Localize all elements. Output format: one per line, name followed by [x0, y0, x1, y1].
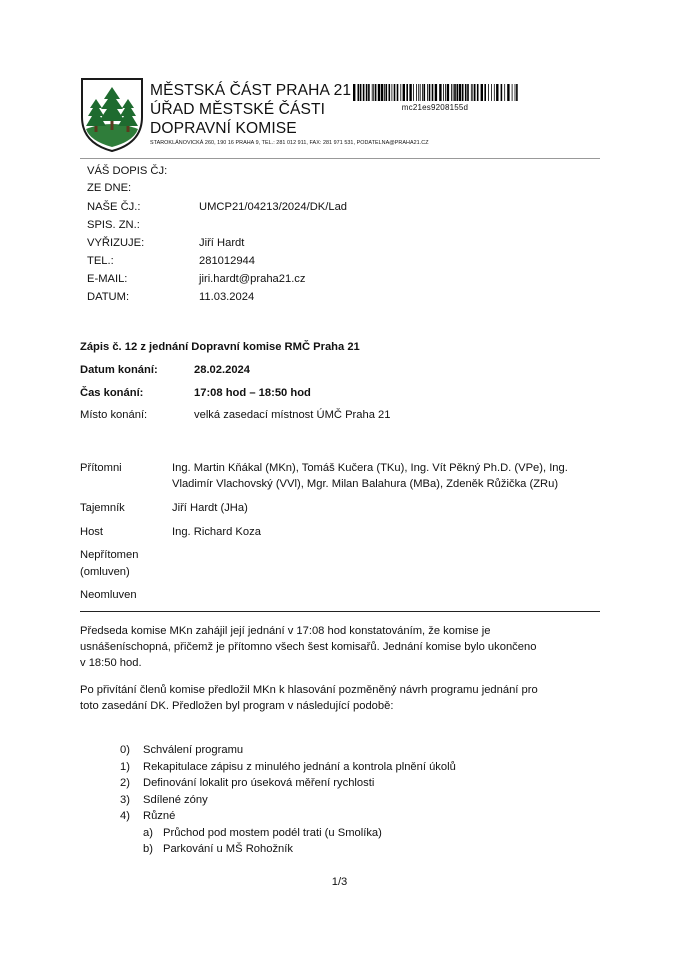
barcode-bar — [353, 84, 355, 101]
barcode-bar — [451, 84, 452, 101]
barcode-bar — [471, 84, 472, 101]
barcode-bar — [496, 84, 498, 101]
section-divider — [80, 611, 600, 612]
present-value-line-1: Ing. Martin Kňákal (MKn), Tomáš Kučera (TKu), Ing. Vít Pěkný Ph.D. (VPe), Ing. — [172, 462, 568, 474]
barcode-bar — [447, 84, 449, 101]
meta-label: VYŘIZUJE: — [87, 237, 145, 249]
meta-value: jiri.hardt@praha21.cz — [199, 273, 306, 285]
barcode-bar — [416, 84, 417, 101]
barcode-bar — [373, 84, 374, 101]
document-title: Zápis č. 12 z jednání Dopravní komise RMČ Praha 21 — [80, 341, 360, 353]
date-label: Datum konání: — [80, 364, 158, 376]
barcode-bar — [494, 84, 495, 101]
address-line: STAROKLÁNOVICKÁ 260, 190 16 PRAHA 9, TEL.: 281 012 911, FAX: 281 971 531, PODATELNA@PRAHA21.CZ — [150, 140, 429, 146]
agenda-item: Rekapitulace zápisu z minulého jednání a kontrola plnění úkolů — [143, 761, 456, 773]
barcode-bar — [368, 84, 370, 101]
date-value: 28.02.2024 — [194, 364, 250, 376]
meta-label: E-MAIL: — [87, 273, 128, 285]
barcode-bar — [397, 84, 399, 101]
page-number: 1/3 — [331, 876, 348, 888]
agenda-item-number: 2) — [120, 777, 130, 789]
barcode-bar — [453, 84, 454, 101]
barcode-bar — [465, 84, 467, 101]
municipal-coat-of-arms-logo — [80, 77, 144, 153]
paragraph-1-line-1: Předseda komise MKn zahájil její jednání v 17:08 hod konstatováním, že komise je — [80, 625, 491, 637]
header-divider — [80, 158, 600, 159]
barcode-bar — [516, 84, 518, 101]
barcode-bar — [389, 84, 391, 101]
barcode-bar — [427, 84, 428, 101]
agenda-item: Různé — [143, 810, 176, 822]
paragraph-2-line-1: Po přivítání členů komise předložil MKn k hlasování pozměněný návrh programu jednání pro — [80, 684, 538, 696]
barcode-bar — [467, 84, 469, 101]
barcode-bar — [424, 84, 426, 101]
agenda-item: Sdílené zóny — [143, 794, 208, 806]
absent-excused-label-line-1: Nepřítomen — [80, 549, 139, 561]
guest-value: Ing. Richard Koza — [172, 526, 261, 538]
agenda-subitem-number: a) — [143, 827, 153, 839]
meta-label: TEL.: — [87, 255, 114, 267]
barcode — [353, 84, 518, 101]
barcode-bar — [472, 84, 473, 101]
barcode-bar — [501, 84, 503, 101]
barcode-bar — [378, 84, 380, 101]
barcode-bar — [384, 84, 385, 101]
barcode-bar — [474, 84, 476, 101]
agenda-item-number: 1) — [120, 761, 130, 773]
barcode-bar — [360, 84, 362, 101]
barcode-bar — [488, 84, 489, 101]
meta-value: Jiří Hardt — [199, 237, 245, 249]
org-name-line-1: MĚSTSKÁ ČÁST PRAHA 21 — [150, 82, 352, 99]
barcode-bar — [459, 84, 461, 101]
barcode-bar — [406, 84, 408, 101]
meta-label: NAŠE ČJ.: — [87, 201, 141, 213]
barcode-bar — [394, 84, 396, 101]
agenda-subitem-number: b) — [143, 843, 153, 855]
barcode-bar — [358, 84, 360, 101]
agenda-item-number: 0) — [120, 744, 130, 756]
barcode-bar — [462, 84, 464, 101]
place-label: Místo konání: — [80, 409, 148, 421]
barcode-bar — [392, 84, 393, 101]
barcode-text: mc21es9208155d — [401, 103, 469, 112]
org-name-line-2: ÚŘAD MĚSTSKÉ ČÁSTI — [150, 101, 326, 118]
barcode-bar — [477, 84, 479, 101]
agenda-subitem: Parkování u MŠ Rohožník — [163, 843, 293, 855]
barcode-bar — [420, 84, 421, 101]
barcode-bar — [429, 84, 431, 101]
barcode-bar — [439, 84, 441, 101]
barcode-bar — [445, 84, 446, 101]
meta-label: ZE DNE: — [87, 182, 132, 194]
agenda-item-number: 4) — [120, 810, 130, 822]
meta-label: SPIS. ZN.: — [87, 219, 140, 231]
paragraph-1-line-3: v 18:50 hod. — [80, 657, 142, 669]
barcode-bar — [491, 84, 492, 101]
meta-value: 11.03.2024 — [199, 291, 255, 303]
barcode-bar — [403, 84, 405, 101]
barcode-bar — [422, 84, 423, 101]
meta-value: 281012944 — [199, 255, 255, 267]
secretary-label: Tajemník — [80, 502, 125, 514]
absent-excused-label-line-2: (omluven) — [80, 566, 130, 578]
barcode-bar — [435, 84, 437, 101]
department-name: DOPRAVNÍ KOMISE — [150, 120, 297, 137]
barcode-bar — [481, 84, 483, 101]
agenda-item-number: 3) — [120, 794, 130, 806]
barcode-bar — [454, 84, 456, 101]
barcode-bar — [372, 84, 373, 101]
barcode-bar — [381, 84, 383, 101]
time-label: Čas konání: — [80, 387, 144, 399]
place-value: velká zasedací místnost ÚMČ Praha 21 — [194, 409, 391, 421]
barcode-bar — [375, 84, 377, 101]
meta-value: UMCP21/04213/2024/DK/Lad — [199, 201, 348, 213]
secretary-value: Jiří Hardt (JHa) — [172, 502, 248, 514]
agenda-subitem: Průchod pod mostem podél trati (u Smolíka) — [163, 827, 382, 839]
barcode-bar — [504, 84, 505, 101]
barcode-bar — [418, 84, 419, 101]
barcode-bar — [413, 84, 414, 101]
paragraph-2-line-2: toto zasedání DK. Předložen byl program v následující podobě: — [80, 700, 394, 712]
barcode-bar — [366, 84, 368, 101]
barcode-bar — [484, 84, 486, 101]
paragraph-1-line-2: usnášeníschopná, přičemž je přítomno všech šest komisařů. Jednání komise bylo ukončeno — [80, 641, 537, 653]
present-label: Přítomni — [80, 462, 122, 474]
barcode-bar — [515, 84, 516, 101]
agenda-item: Definování lokalit pro úseková měření rychlosti — [143, 777, 375, 789]
barcode-bar — [457, 84, 459, 101]
barcode-bar — [507, 84, 509, 101]
guest-label: Host — [80, 526, 104, 538]
barcode-bar — [386, 84, 388, 101]
absent-unexcused-label: Neomluven — [80, 589, 137, 601]
barcode-bar — [400, 84, 401, 101]
barcode-bar — [443, 84, 444, 101]
time-value: 17:08 hod – 18:50 hod — [194, 387, 311, 399]
barcode-bar — [409, 84, 411, 101]
meta-label: VÁŠ DOPIS ČJ: — [87, 165, 168, 177]
present-value-line-2: Vladimír Vlachovský (VVl), Mgr. Milan Balahura (MBa), Zdeněk Růžička (ZRu) — [172, 478, 559, 490]
barcode-bar — [432, 84, 434, 101]
agenda-item: Schválení programu — [143, 744, 244, 756]
barcode-bar — [363, 84, 365, 101]
barcode-bar — [512, 84, 513, 101]
meta-label: DATUM: — [87, 291, 130, 303]
